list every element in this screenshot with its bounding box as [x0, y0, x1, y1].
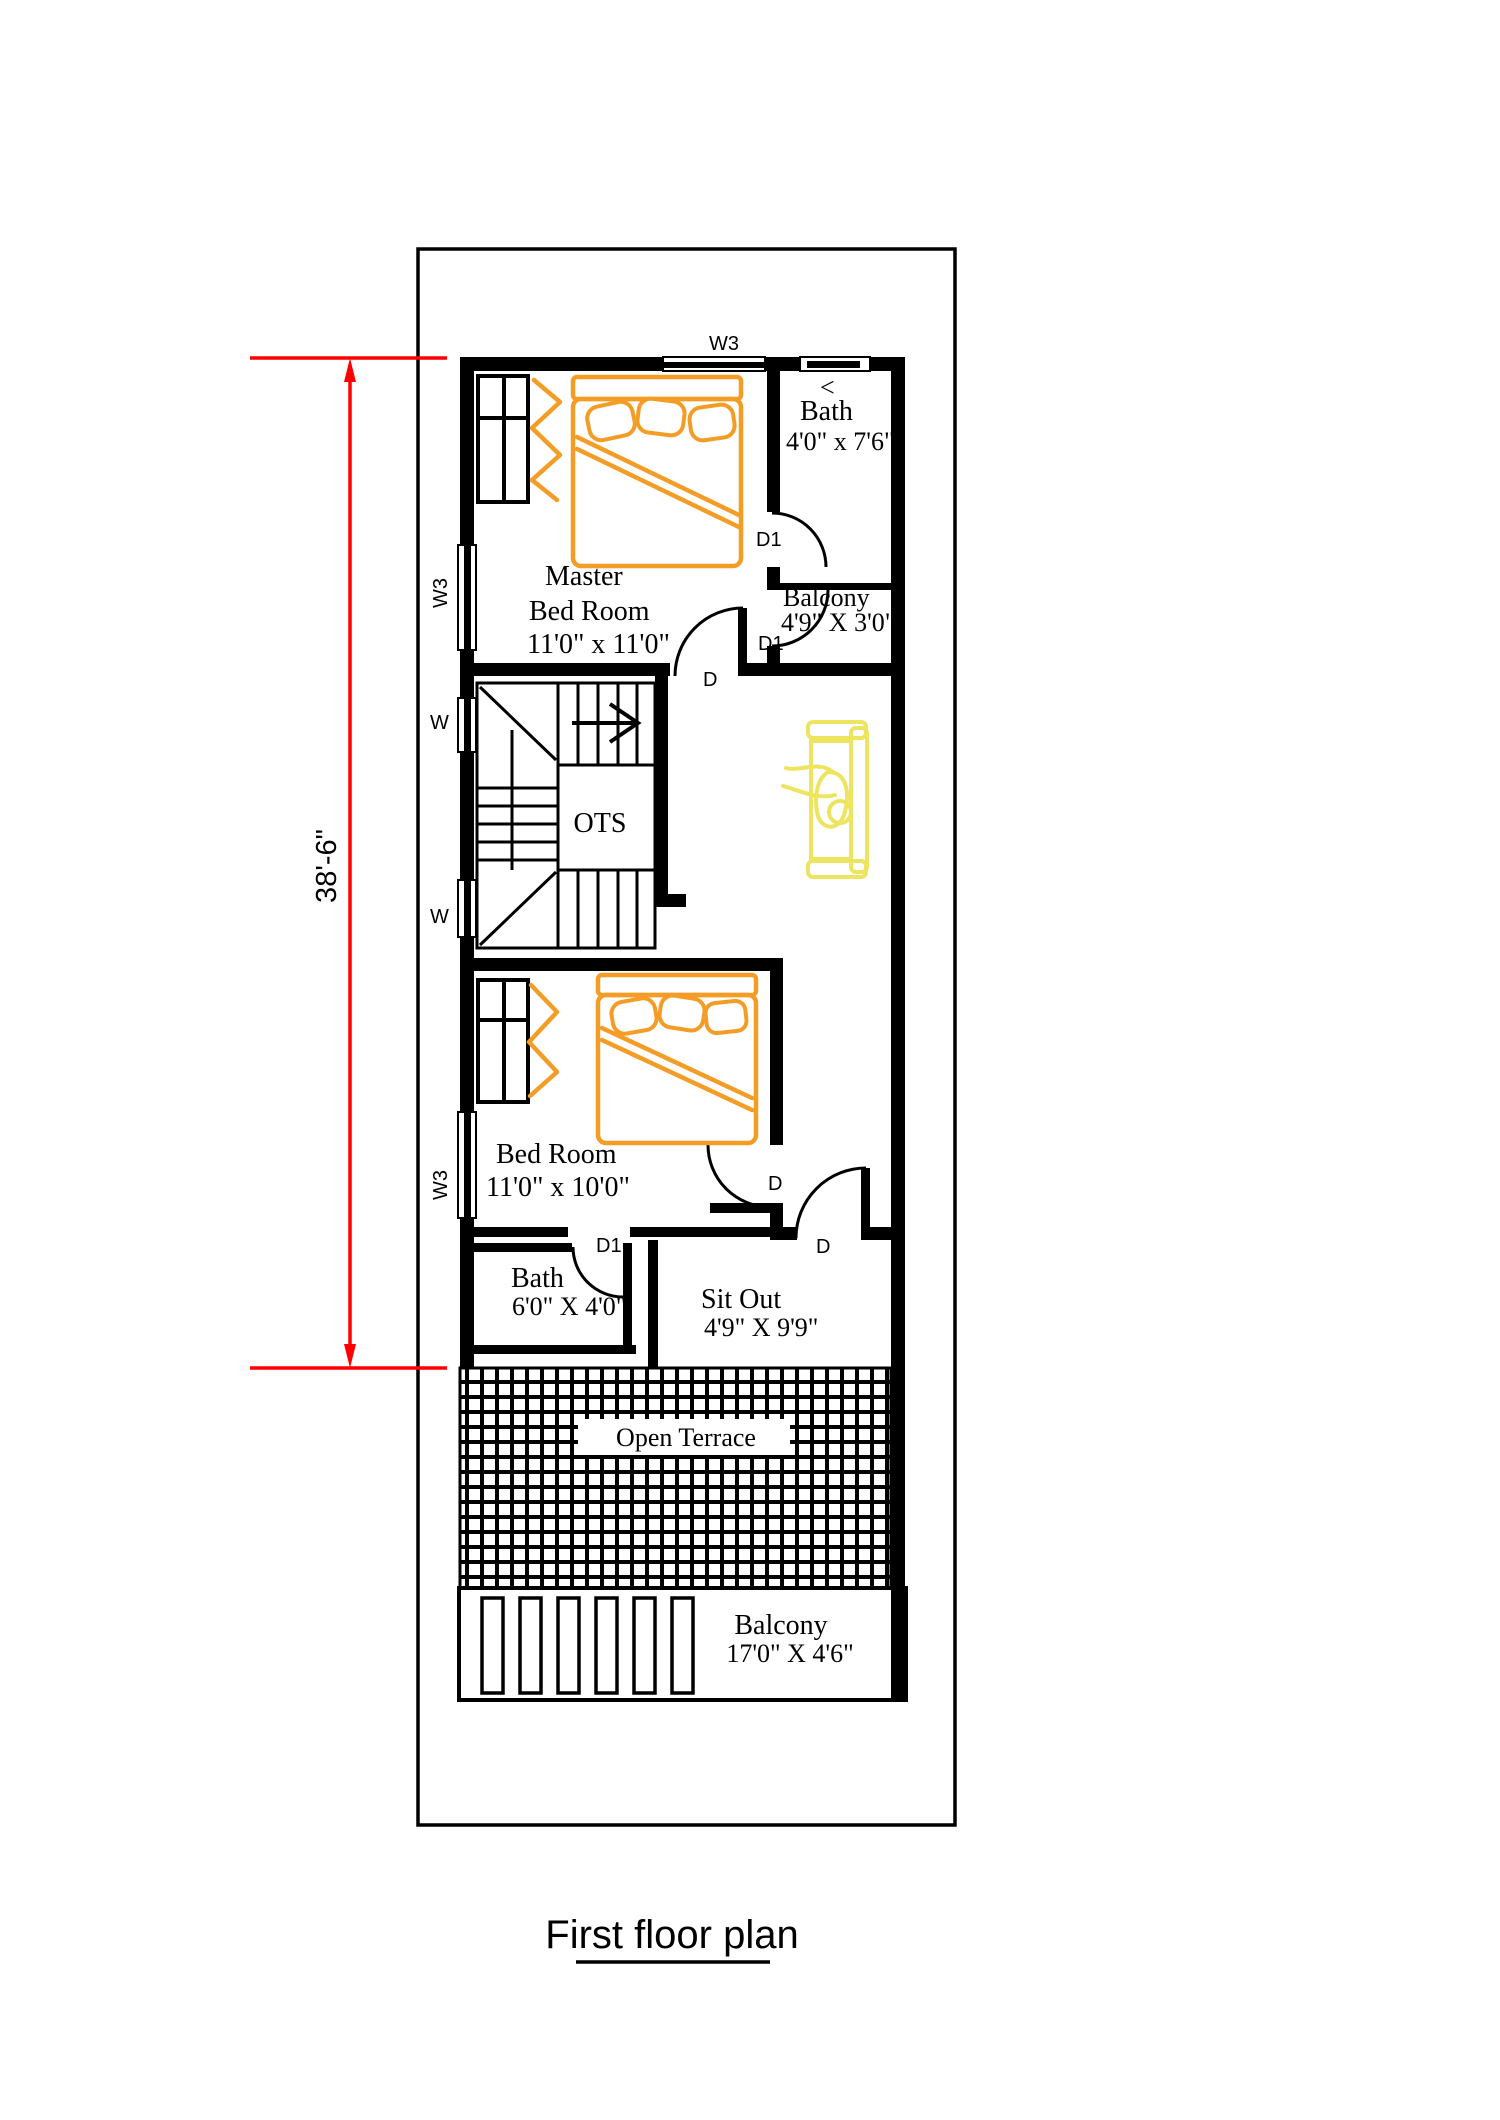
- stair-direction-arrow: [572, 704, 638, 742]
- master-bedroom-label-1: Master: [545, 561, 623, 592]
- door-tag-d1-balcony: D1: [758, 633, 784, 655]
- staircase: [477, 683, 655, 948]
- door-tag-d-sitout: D: [816, 1236, 831, 1258]
- door-tag-d1-bath-bottom: D1: [596, 1235, 622, 1257]
- open-terrace: [460, 1368, 891, 1588]
- master-bed: [573, 377, 741, 566]
- pillow: [658, 994, 706, 1032]
- pillow: [636, 397, 686, 436]
- balcony-bottom-label: Balcony: [734, 1610, 828, 1641]
- balcony-bottom-size: 17'0" X 4'6": [726, 1639, 854, 1668]
- bath-top-mark: <: [820, 373, 835, 402]
- door-tag-d-master: D: [703, 669, 718, 691]
- drawing-title: [545, 1913, 798, 1962]
- bedroom2-wardrobe: [478, 980, 557, 1102]
- open-terrace-label: Open Terrace: [616, 1423, 756, 1452]
- balcony-top-size: 4'9" X 3'0": [781, 608, 896, 637]
- bedroom2-door-arc: [708, 1145, 770, 1207]
- balcony-slat: [558, 1598, 579, 1693]
- dimension-label: 38'-6": [311, 829, 343, 903]
- window-w-left-mid-upper: [458, 698, 476, 752]
- curtain-zigzag: [532, 380, 560, 500]
- balcony-top-label: Balcony: [783, 583, 870, 612]
- sitout-door-arc: [796, 1168, 866, 1238]
- sitout-size: 4'9" X 9'9": [704, 1313, 819, 1342]
- bath-bottom-size: 6'0" X 4'0": [512, 1292, 627, 1321]
- bath-bottom-label: Bath: [511, 1263, 564, 1294]
- window-bath-top-vent: [800, 357, 870, 371]
- pillow: [610, 996, 659, 1035]
- door-tag-d1-bath-top: D1: [756, 529, 782, 551]
- pillow: [585, 400, 637, 443]
- door-tag-d-bedroom2: D: [768, 1173, 783, 1195]
- master-bedroom-label-2: Bed Room: [529, 596, 650, 627]
- seated-person: [783, 767, 851, 827]
- balcony-slat: [482, 1598, 503, 1693]
- bedroom2-bed: [598, 975, 756, 1143]
- bedroom2-size: 11'0" x 10'0": [486, 1172, 630, 1203]
- master-door-arc: [675, 608, 743, 676]
- balcony-slat: [634, 1598, 655, 1693]
- pillow: [705, 1000, 748, 1034]
- sitout-label: Sit Out: [701, 1284, 782, 1315]
- pillow: [688, 403, 736, 442]
- window-w3-left-upper: [458, 545, 476, 650]
- balcony-slat: [520, 1598, 541, 1693]
- window-tag-w3-left-lower: W3: [430, 1170, 452, 1200]
- bedroom2-label: Bed Room: [496, 1139, 617, 1170]
- stair-break-line-bottom: [480, 872, 556, 945]
- window-tag-w3-top: W3: [709, 333, 739, 355]
- window-w3-top: [663, 357, 765, 371]
- window-tag-w3-left-upper: W3: [430, 578, 452, 608]
- bottom-balcony: [459, 1588, 906, 1700]
- window-w3-left-lower: [458, 1112, 476, 1218]
- window-tag-w-upper: W: [430, 712, 449, 734]
- curtain-zigzag: [529, 985, 557, 1096]
- bath-top-label: Bath: [800, 396, 853, 427]
- ots-label: OTS: [573, 808, 627, 839]
- bath-top-size: 4'0" x 7'6": [786, 427, 895, 456]
- hall-sofa: [783, 722, 867, 877]
- master-bedroom-size: 11'0" x 11'0": [527, 629, 670, 660]
- window-w-left-mid-lower: [458, 880, 476, 937]
- balcony-slat: [596, 1598, 617, 1693]
- window-tag-w-lower: W: [430, 906, 449, 928]
- balcony-slat: [672, 1598, 693, 1693]
- title-text: First floor plan: [545, 1913, 799, 1957]
- master-wardrobe: [478, 376, 560, 502]
- stair-break-line-top: [480, 687, 556, 760]
